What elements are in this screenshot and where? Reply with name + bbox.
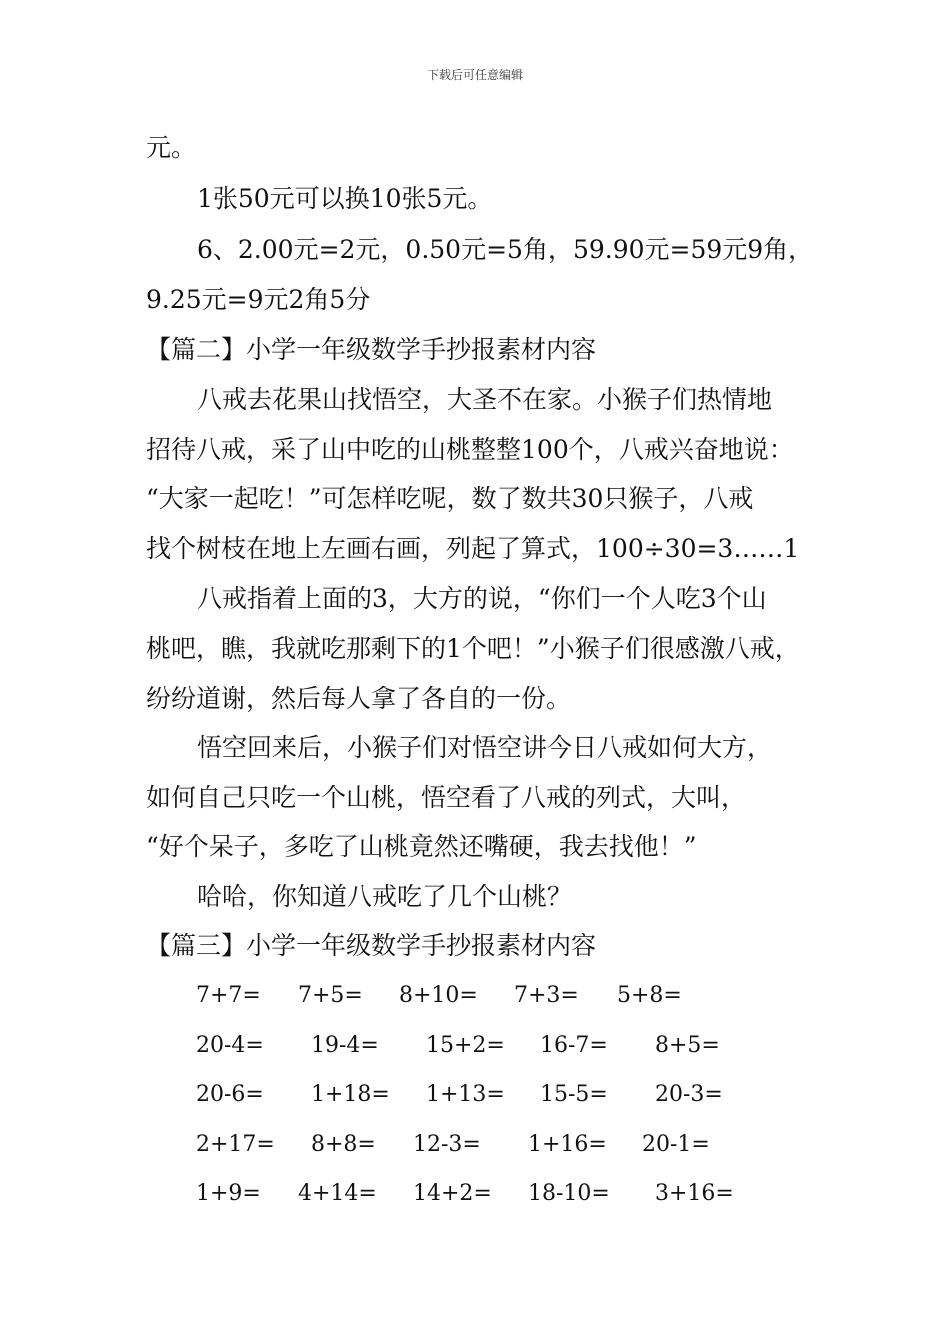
exercise-item: 1+9= xyxy=(196,1181,261,1206)
page-header: 下载后可任意编辑 xyxy=(426,68,523,82)
exercise-item: 4+14= xyxy=(298,1181,377,1206)
exercise-item: 8+10= xyxy=(399,983,478,1008)
exercise-item: 18-10= xyxy=(528,1181,610,1206)
text-line: 如何自己只吃一个山桃，悟空看了八戒的列式，大叫， xyxy=(146,783,747,812)
exercise-item: 15+2= xyxy=(426,1033,505,1058)
exercise-item: 20-3= xyxy=(655,1082,723,1107)
section-heading: 【篇二】小学一年级数学手抄报素材内容 xyxy=(146,335,597,364)
exercise-item: 15-5= xyxy=(540,1082,608,1107)
exercise-item: 2+17= xyxy=(196,1132,275,1157)
text-line: 悟空回来后，小猴子们对悟空讲今日八戒如何大方， xyxy=(197,733,773,762)
exercise-item: 3+16= xyxy=(655,1181,734,1206)
exercise-item: 7+5= xyxy=(298,983,363,1008)
exercise-item: 20-6= xyxy=(196,1082,264,1107)
text-line: 9.25元=9元2角5分 xyxy=(146,285,371,314)
exercise-item: 1+18= xyxy=(311,1082,390,1107)
exercise-item: 1+16= xyxy=(528,1132,607,1157)
text-line: 1张50元可以换10张5元。 xyxy=(197,184,493,213)
exercise-item: 5+8= xyxy=(617,983,682,1008)
exercise-item: 7+7= xyxy=(196,983,261,1008)
text-line: “好个呆子，多吃了山桃竟然还嘴硬，我去找他！” xyxy=(146,832,697,861)
exercise-item: 1+13= xyxy=(426,1082,505,1107)
exercise-item: 12-3= xyxy=(413,1132,481,1157)
exercise-item: 16-7= xyxy=(540,1033,608,1058)
text-line: 纷纷道谢，然后每人拿了各自的一份。 xyxy=(146,684,572,713)
exercise-item: 20-1= xyxy=(642,1132,710,1157)
exercise-item: 19-4= xyxy=(311,1033,379,1058)
text-line: 6、2.00元=2元，0.50元=5角，59.90元=59元9角， xyxy=(197,235,814,264)
text-line: 八戒指着上面的3，大方的说，“你们一个人吃3个山 xyxy=(197,584,767,613)
exercise-item: 8+5= xyxy=(655,1033,720,1058)
exercise-item: 20-4= xyxy=(196,1033,264,1058)
text-line: 元。 xyxy=(146,133,197,162)
section-heading: 【篇三】小学一年级数学手抄报素材内容 xyxy=(146,931,597,960)
text-line: 八戒去花果山找悟空，大圣不在家。小猴子们热情地 xyxy=(197,385,773,414)
exercise-item: 8+8= xyxy=(311,1132,376,1157)
exercise-item: 14+2= xyxy=(413,1181,492,1206)
text-line: 招待八戒，采了山中吃的山桃整整100个，八戒兴奋地说： xyxy=(146,435,794,464)
text-line: 哈哈，你知道八戒吃了几个山桃？ xyxy=(197,882,573,911)
text-line: 找个树枝在地上左画右画，列起了算式，100÷30=3……1 xyxy=(146,534,800,563)
exercise-item: 7+3= xyxy=(514,983,579,1008)
text-line: 桃吧，瞧，我就吃那剩下的1个吧！”小猴子们很感激八戒， xyxy=(146,634,800,663)
text-line: “大家一起吃！”可怎样吃呢，数了数共30只猴子，八戒 xyxy=(146,484,754,513)
